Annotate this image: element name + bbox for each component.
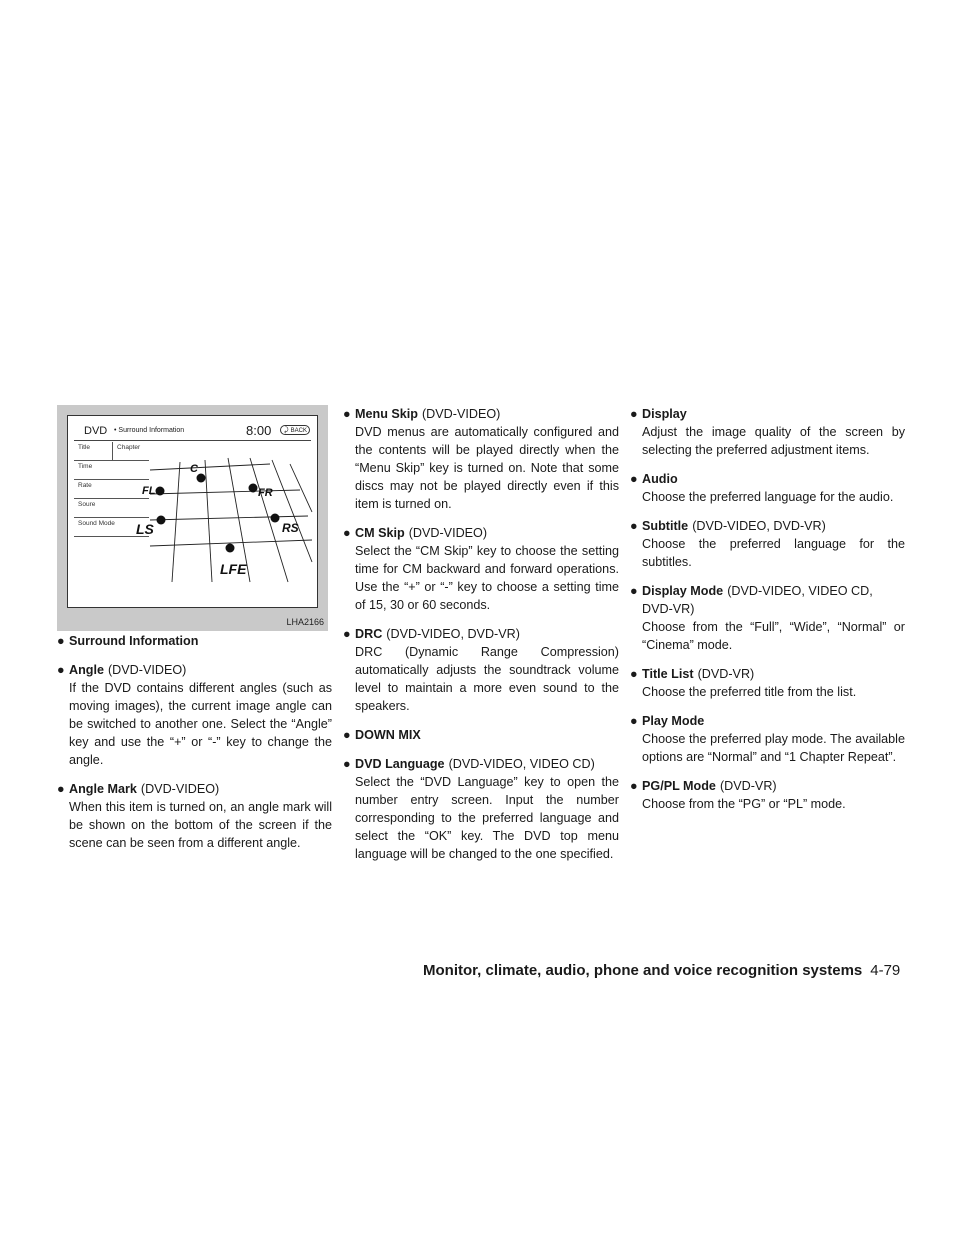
surround-info-figure [57, 405, 328, 631]
bullet-icon: ● [630, 779, 638, 793]
screen-subtitle: • Surround Information [114, 427, 185, 434]
item-body: When this item is turned on, an angle mark will be shown on the bottom of the screen if the scene can be seen from a different angle. [69, 800, 332, 850]
list-item [630, 582, 905, 654]
column-2 [343, 405, 619, 874]
figure-label: LHA2166 [286, 617, 324, 627]
list-item [57, 661, 332, 769]
item-qualifier: (DVD-VIDEO, DVD-VR) [692, 519, 826, 533]
item-qualifier: (DVD-VIDEO, VIDEO CD, DVD-VR) [642, 584, 873, 616]
item-title: Subtitle [642, 519, 689, 533]
bullet-icon: ● [630, 714, 638, 728]
menu-item-chapter: Chapter [112, 442, 140, 460]
screen-clock: 8:00 [246, 423, 272, 438]
item-title: DVD Language [355, 757, 445, 771]
list-item [630, 470, 905, 506]
bullet-icon: ● [630, 472, 638, 486]
list-item [343, 405, 619, 513]
item-body: Adjust the image quality of the screen by selecting the preferred adjustment items. [642, 425, 905, 457]
item-body: Choose the preferred language for the audio. [642, 490, 894, 504]
item-title: Play Mode [642, 714, 705, 728]
back-button [280, 425, 310, 435]
list-item [343, 524, 619, 614]
list-item [630, 777, 905, 813]
list-item [630, 712, 905, 766]
item-qualifier: (DVD-VIDEO, DVD-VR) [386, 627, 520, 641]
bullet-icon: ● [57, 663, 65, 677]
item-title: Surround Information [69, 634, 199, 648]
page-footer [423, 962, 900, 979]
list-item [630, 665, 905, 701]
item-title: Title List [642, 667, 694, 681]
list-item [630, 405, 905, 459]
screen-header [74, 424, 311, 441]
item-body: Choose the preferred title from the list. [642, 685, 857, 699]
footer-section: Monitor, climate, audio, phone and voice recognition systems [423, 962, 863, 979]
item-body: DVD menus are automatically configured and the contents will be played directly when the “Menu Skip” key is turned on. Note that some discs may not be played directly even if this item is turned on. [355, 425, 619, 511]
dvd-screen [67, 415, 318, 608]
item-title: Display [642, 407, 687, 421]
screen-source: DVD [84, 425, 108, 437]
speaker-fl-dot [156, 487, 165, 496]
item-title: Audio [642, 472, 678, 486]
column-1 [57, 632, 332, 863]
item-qualifier: (DVD-VIDEO, VIDEO CD) [448, 757, 595, 771]
item-title: CM Skip [355, 526, 405, 540]
speaker-fr-dot [249, 484, 258, 493]
list-item [57, 632, 332, 650]
item-qualifier: (DVD-VR) [697, 667, 755, 681]
menu-item-rate: Rate [74, 480, 149, 499]
speaker-rs-dot [271, 514, 280, 523]
item-title: DRC [355, 627, 383, 641]
menu-item-time: Time [74, 461, 149, 480]
menu-item-soure: Soure [74, 499, 149, 518]
bullet-icon: ● [343, 526, 351, 540]
bullet-icon: ● [343, 407, 351, 421]
back-label: BACK [290, 428, 307, 434]
item-title: Angle [69, 663, 104, 677]
column-3 [630, 405, 905, 824]
item-qualifier: (DVD-VIDEO) [421, 407, 501, 421]
item-body: DRC (Dynamic Range Compression) automatically adjusts the soundtrack volume level to maintain a more even sound to the speakers. [355, 645, 619, 713]
item-body: Choose from the “Full”, “Wide”, “Normal” or “Cinema” mode. [642, 620, 905, 652]
item-body: Choose from the “PG” or “PL” mode. [642, 797, 846, 811]
item-title: Menu Skip [355, 407, 418, 421]
bullet-icon: ● [630, 407, 638, 421]
menu-item-title: Title [78, 444, 91, 451]
item-qualifier: (DVD-VIDEO) [140, 782, 220, 796]
list-item [630, 517, 905, 571]
item-body: Select the “DVD Language” key to open the number entry screen. Input the number corresponding to the preferred language and select the “OK” key. The DVD top menu language will be changed to the one specified. [355, 775, 619, 861]
item-title: Display Mode [642, 584, 724, 598]
menu-item-sound-mode: Sound Mode [74, 518, 149, 537]
speaker-lfe-dot [226, 544, 235, 553]
speaker-ls-dot [157, 516, 166, 525]
bullet-icon: ● [343, 728, 351, 742]
speaker-lfe-label: LFE [220, 561, 247, 577]
back-arrow-icon: ⤸ [284, 427, 289, 434]
item-qualifier: (DVD-VR) [719, 779, 777, 793]
speaker-rs-label: RS [282, 521, 299, 535]
speaker-ls-label: LS [136, 521, 154, 537]
speaker-map [136, 442, 312, 582]
list-item [343, 726, 619, 744]
item-body: Select the “CM Skip” key to choose the setting time for CM backward and forward operations. Use the “+” or “-” key to choose a setting time of 15, 30 or 60 seconds. [355, 544, 619, 612]
bullet-icon: ● [630, 519, 638, 533]
item-qualifier: (DVD-VIDEO) [107, 663, 187, 677]
menu-row [74, 442, 149, 461]
item-qualifier: (DVD-VIDEO) [408, 526, 488, 540]
bullet-icon: ● [343, 627, 351, 641]
item-title: DOWN MIX [355, 728, 421, 742]
speaker-c-label: C [190, 463, 198, 475]
item-body: Choose the preferred play mode. The available options are “Normal” and “1 Chapter Repeat”. [642, 732, 905, 764]
item-title: PG/PL Mode [642, 779, 716, 793]
bullet-icon: ● [630, 667, 638, 681]
item-body: Choose the preferred language for the subtitles. [642, 537, 905, 569]
speaker-fl-label: FL [142, 485, 156, 497]
item-body: If the DVD contains different angles (such as moving images), the current image angle can be switched to another one. Select the “Angle” key and use the “+” or “-” key to change the angle. [69, 681, 332, 767]
page-number: 4-79 [870, 962, 901, 979]
item-title: Angle Mark [69, 782, 137, 796]
bullet-icon: ● [57, 782, 65, 796]
bullet-icon: ● [343, 757, 351, 771]
list-item [343, 625, 619, 715]
list-item [343, 755, 619, 863]
bullet-icon: ● [57, 634, 65, 648]
list-item [57, 780, 332, 852]
speaker-fr-label: FR [258, 487, 273, 499]
bullet-icon: ● [630, 584, 638, 598]
